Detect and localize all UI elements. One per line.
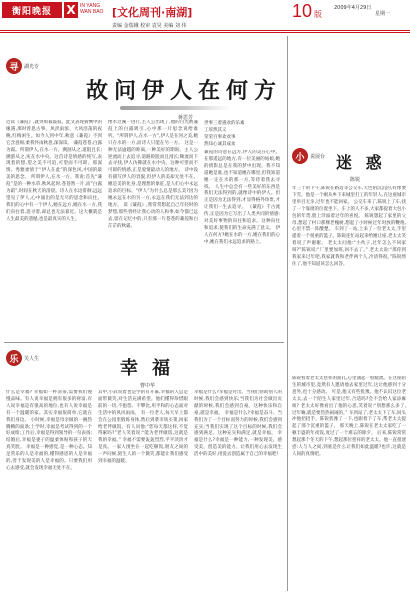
story-title: 故问伊人在何方 [86, 78, 283, 104]
story-column-2: 陈锐看着老太太慈祥的面孔,心里涌起一股暖流。在这座陌生的城市里,竟然有人邀请他去家里过年,这让他感到十分意外,也十分感动。 可是,他又有些犹豫。他不认识这位老太太,去一个陌生人家里过年,合适吗?会不会给人家添麻烦? 老太太好像看出了他的心思,笑着说:“别想那么多了,过年嘛,就是要热热闹闹的。” 车到站了,老太太下了车,回头冲他招招手。陈锐犹豫了一下,也跟着下了车,帮老太太提起了那个沉重的篮子。 那天晚上,陈锐在老太太家吃了一顿丰盛的年夜饭,度过了一个难忘的除夕。 后来,陈锐常常想起那个冬天的下午,想起那位慈祥的老太太。他一直很迷惑:人与人之间,到底是什么让我们如此温暖?也许,这就是人间的真情吧。 [292, 376, 406, 457]
verse-line: 然知心诚其成欢 [204, 142, 236, 147]
story-author: 曹中华 [140, 383, 156, 389]
story-column-2: 像水过溪一进行,主人公出现了,他的目光被蒹葭上的白露吸引,心中那一片思念说给谁听。“所谓伊人,在水一方”,伊人是在河之美,她只在水的一方,而诗人只能在另一方。 这是一种无法逾越的距离,一种美好的期盼。主人公逆流而上去追寻,道路险阻而且漫长;顺流而下去寻找,伊人仿佛就在水中央。这种可望而不可即的情感,正是爱情最动人的地方。 诗中没有描写伊人的容貌,但伊人的美却无处不在。她是美的化身,是理想的象征,是人们心中永远追求的目标。“伊人”为什么总是那么美?因为她永远在水的另一方,永远在我们无法到达的地方。 读《蒹葭》,我常常想起自己年轻时的梦想,那些曾经让我心动的人和事,如今都已远去,留在记忆中的,只有那一片苍苍的蒹葭和白茫茫的秋霜。 [108, 120, 198, 229]
editor-credits: 责编 金瑞娥 校审 袁昊 美编 刘 伟 [112, 23, 187, 29]
newspaper-logo: 衡阳晚报 [2, 2, 62, 18]
story-divider [4, 342, 284, 343]
story-column-1: 什么是幸福? 幸福如一杯清茶,需要我们慢慢品味。有人说幸福是拥有很多的财富,有人说幸福是有很高的地位,也有人说幸福是有一个温暖的家。其实幸福很简单,它就在我们身边。 小时候,幸福是母亲做的一碗热腾腾的面条;上学时,幸福是考试得到的一个好成绩;工作后,幸福是得到领导的一句表扬;结婚后,幸福是妻子的温柔体贴和孩子的天真笑脸。 幸福是一种感觉,是一种心态。知足常乐的人是幸福的,懂得感恩的人是幸福的,善于发现美的人是幸福的。只要我们用心去感受,就会发现幸福无处不在。 [6, 390, 92, 471]
logo-pinyin-line-1: IN YANG [80, 3, 101, 9]
column-tag-icon: 乐 [6, 350, 22, 366]
story-author: 蒋思芳 [178, 115, 194, 121]
column-tag-icon: 寻 [6, 58, 22, 74]
header-rule [0, 30, 410, 31]
column-tag-label: 说展台 [310, 153, 326, 160]
page-number: 10 [292, 1, 313, 21]
story-column-3: 蒹葭的诗意在远方,伊人的美在心中。 在那遥远的地方,有一位美丽的姑娘,她的倩影总是在我的梦中出现。我不知道她是谁,也不知道她在哪里,但我知道她一定在水的那一方,等待着我去寻找。 人生中总会有一些美好的东西是我们无法得到的,就像诗中的伊人。但正是因为无法得到,才显得格外珍贵,才让我们一生去追寻。 《蒹葭》千古流传,正是因为它写出了人类共同的情感:对美好事物的向往和追求。这种向往和追求,使我们的生命充满了意义。 伊人在何方?她在水的一方,她在我们的心中,她在我们永远追求的路上。 [204, 150, 280, 245]
story-column-2: 其中,小武说着也是学的有开幕,幸福的人总是面带微笑,对生活充满希望。他们懂得珍惜眼前的一切,不抱怨、不攀比,用平和的心态面对生活中的风风雨雨。 有一位老人,每天早上都会在公园里锻炼身体,然后到菜市场买菜,回家给老伴做饭。有人问他:“您每天都这样,不觉得累吗?”老人笑着说:“能为老伴做饭,这就是我的幸福。” 幸福不需要轰轰烈烈,平平淡淡才是真。一家人围坐在一起吃顿饭,朋友之间的一声问候,陌生人的一个微笑,都能让我们感受到幸福的温暖。 [98, 390, 188, 465]
page-suffix: 版 [314, 10, 322, 19]
column-tag-2 [6, 350, 39, 366]
story-author: 陈锐 [350, 177, 361, 183]
issue-weekday: 星期一 [375, 11, 391, 17]
story-column-1: 近读《蒹葭》,就突如暮鼓寂。此文表现猜恻中的缘遇,那时曾思古事、风淡雨浓、大风浩荡的夜晚,红梅闲生。如今人到中年,秋意《蒹葭》不到它含意绵,柔我怀雨秋意,深深读。 蒹葭苍苍,白露为霜。所谓伊人,在水一方。溯洄从之,道阻且长;溯游从之,宛在水中央。这首诗是情感的纯写,表现着的想,望之美不可追,可望而不可即。那深情、秀雅柔情于“伊人在此”的深色风,中国的最美的思念。 所谓伊人,在水一方。我说:首先“蒹葭”是的一种水草,秋风起时,苍苍然一片,而“白露为霜”,时间在秋天的清晨。诗人在水边徘徊,远远望见了伊人,心中涌出的是无尽的思念和向往。 我们的心中有一个伊人,她在远方,她在水一方,我们向往着,追寻着,却总也无法靠近。这大概就是人生最美的遗憾,也是最真实的人生。 [6, 120, 102, 222]
logo-pinyin [80, 3, 103, 15]
story-verse [204, 120, 280, 148]
header-rule-thin [0, 32, 410, 33]
column-tag-icon: 小 [292, 148, 308, 164]
column-divider [287, 36, 288, 591]
section-title: [文化周刊·南湖] [112, 6, 193, 19]
verse-line: 荣荣百事欢欢事 [204, 135, 236, 140]
column-tag-3 [292, 148, 325, 164]
logo-pinyin-line-2: WAN BAO [80, 9, 104, 15]
title-underline-brush [120, 106, 230, 110]
column-tag-1 [6, 58, 39, 74]
column-tag-label: 芙人生 [24, 355, 40, 362]
issue-date: 2009年4月29日 [334, 5, 372, 11]
story-column-1: 年三十的下午,陈锐在路边等公交车,天色阴沉沉的,好像要下雪。他是一个刚从乡下来城里打工的年轻人,在这座城市里举目无亲,过年也不能回家。 公交车来了,陈锐上了车,找了一个靠窗的位置坐下。车上的人不多,大家都提着大包小包的年货,脸上洋溢着过年的喜悦。 陈锐想起了家里的父母,想起了村口那棵老槐树,想起了小时候过年时放的鞭炮,心里不禁一阵酸楚。 车到了一站,上来了一位老太太,手里提着一个很重的篮子。陈锐连忙站起来给她让座,老太太笑着说了声谢谢。 老太太问他:“小伙子,过年怎么不回家呀?”陈锐说:“厂里要加班,回不去了。” 老太太说:“那你到我家来过年吧,我家就我和老伴两个人,冷清得很。”陈锐愣住了,他不知道该怎么回答。 [292, 186, 406, 267]
x-logo: X [64, 2, 78, 18]
story-title: 幸福 [120, 358, 184, 379]
verse-line: 世事三着遇欢的乐素 [204, 121, 245, 126]
story-column-3: 幸福是什么?幸福是付出。当我们帮助别人的时候,我们会感到快乐;当我们为社会做出贡献的时候,我们会感到自豪。这种快乐和自豪,就是幸福。 幸福是什么?幸福是奋斗。当我们为了一个目标而努力的时候,我们会感到充实;当我们实现了这个目标的时候,我们会感到满足。这种充实和满足,就是幸福。 幸福是什么?幸福是一种能力,一种发现美、感受美、创造美的能力。让我们用心去发现生活中的美好,用爱去创造属于自己的幸福吧! [194, 390, 282, 458]
verse-line: 工厚然其义 [204, 128, 227, 133]
column-tag-label: 湖光专 [24, 63, 40, 70]
story-title: 迷 惑 [336, 153, 386, 172]
